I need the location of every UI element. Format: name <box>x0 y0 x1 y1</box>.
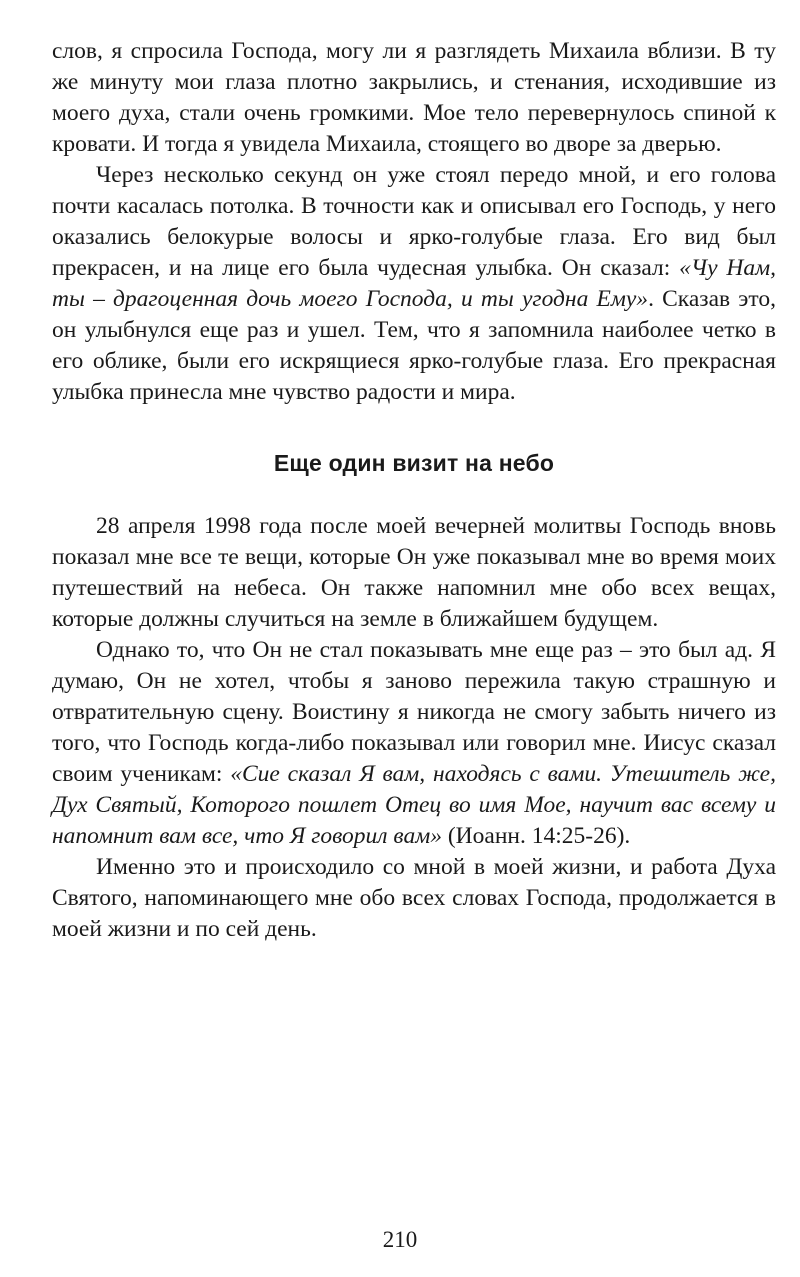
paragraph-text-before-quote: Однако то, что Он не стал показывать мне еще раз – это был ад. Я думаю, Он не хотел, чтобы я заново пережила такую страшную и отвратительную сцену. Воистину я никогда не смогу забыть ничего из того, что Господь когда-либо показывал или говорил мне. Иисус сказал своим ученикам: <box>52 637 776 787</box>
paragraph-april-1998: 28 апреля 1998 года после моей вечерней молитвы Господь вновь показал мне все те вещи, которые Он уже показывал мне во время моих путешествий на небеса. Он также напомнил мне обо всех вещах, которые должны случиться на земле в ближайшем будущем. <box>52 513 776 632</box>
section-heading: Еще один визит на небо <box>273 450 555 476</box>
paragraph-text-after-quote: (Иоанн. 14:25-26). <box>441 823 631 849</box>
page-number: 210 <box>382 1227 418 1252</box>
book-page <box>52 36 776 945</box>
paragraph-michael-description <box>52 160 776 408</box>
paragraph-continuation: слов, я спросила Господа, могу ли я разглядеть Михаила вблизи. В ту же минуту мои глаза плотно закрылись, и стенания, исходившие из моего духа, стали очень громкими. Мое тело перевернулось спиной к кровати. И тогда я увидела Михаила, стоящего во дворе за дверью. <box>52 38 776 157</box>
paragraph-hell-not-shown <box>52 635 776 852</box>
paragraph-text-before-quote: Через несколько секунд он уже стоял передо мной, и его голова почти касалась потолка. В точности как и описывал его Господь, у него оказались белокурые волосы и ярко-голубые глаза. Его вид был прекрасен, и на лице его была чудесная улыбка. Он сказал: <box>52 162 776 281</box>
paragraph-text-after-quote: . Сказав это, он улыбнулся еще раз и ушел. Тем, что я запомнила наиболее четко в его облике, были его искрящиеся ярко-голубые глаза. Его прекрасная улыбка принесла мне чувство радости и мира. <box>52 286 776 405</box>
quote-michael: «Чу Нам, ты – драгоценная дочь моего Господа, и ты угодна Ему» <box>52 255 777 312</box>
paragraph-holy-spirit: Именно это и происходило со мной в моей жизни, и работа Духа Святого, напоминающего мне обо всех словах Господа, продолжается в моей жизни и по сей день. <box>52 854 776 942</box>
quote-john: «Сие сказал Я вам, находясь с вами. Утешитель же, Дух Святый, Которого пошлет Отец во имя Мое, научит вас всему и напомнит вам все, что Я говорил вам» <box>52 761 776 849</box>
